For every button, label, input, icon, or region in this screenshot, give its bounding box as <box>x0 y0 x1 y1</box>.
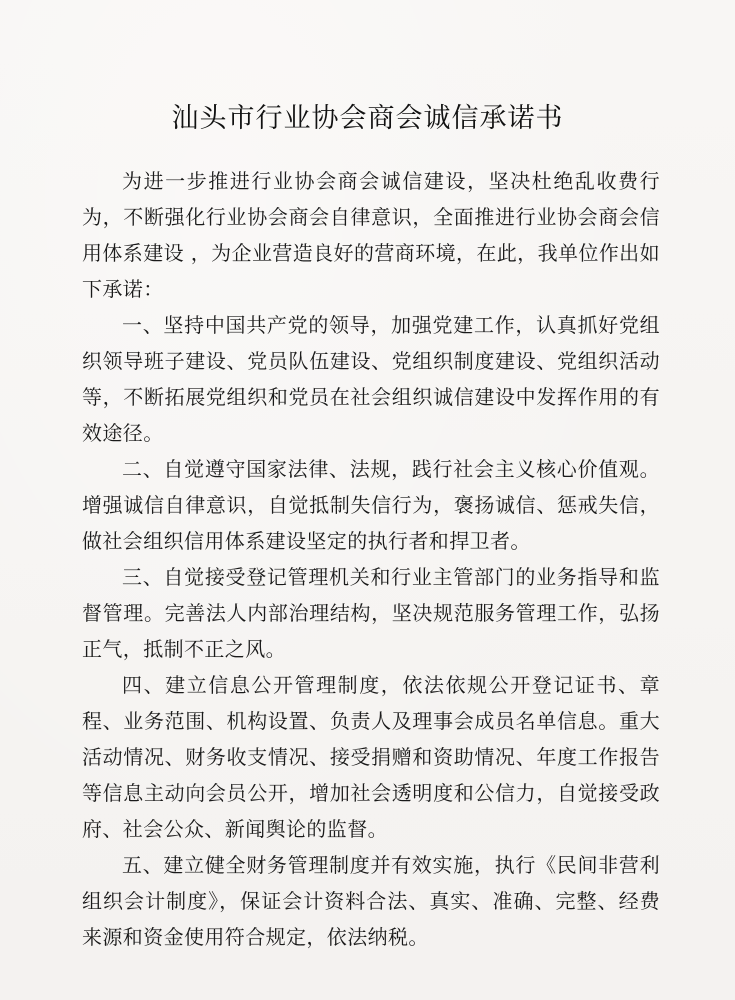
paragraph-commitment-2: 二、自觉遵守国家法律、法规，践行社会主义核心价值观。增强诚信自律意识，自觉抵制失信行为，褒扬诚信、惩戒失信，做社会组织信用体系建设坚定的执行者和捍卫者。 <box>82 457 660 553</box>
paragraph-commitment-5: 五、建立健全财务管理制度并有效实施，执行《民间非营利组织会计制度》，保证会计资料合法、真实、准确、完整、经费来源和资金使用符合规定，依法纳税。 <box>82 853 660 949</box>
paragraph-commitment-1: 一、坚持中国共产党的领导，加强党建工作，认真抓好党组织领导班子建设、党员队伍建设、党组织制度建设、党组织活动等，不断拓展党组织和党员在社会组织诚信建设中发挥作用的有效途径。 <box>82 313 660 445</box>
document-body <box>82 163 660 955</box>
document-title: 汕头市行业协会商会诚信承诺书 <box>171 103 564 134</box>
paragraph-commitment-3: 三、自觉接受登记管理机关和行业主管部门的业务指导和监督管理。完善法人内部治理结构，坚决规范服务管理工作，弘扬正气，抵制不正之风。 <box>82 565 660 661</box>
paragraph-intro: 为进一步推进行业协会商会诚信建设，坚决杜绝乱收费行为，不断强化行业协会商会自律意识，全面推进行业协会商会信用体系建设 ，为企业营造良好的营商环境，在此，我单位作出如下承诺： <box>82 169 660 301</box>
paragraph-commitment-4: 四、建立信息公开管理制度，依法依规公开登记证书、章程、业务范围、机构设置、负责人及理事会成员名单信息。重大活动情况、财务收支情况、接受捐赠和资助情况、年度工作报告等信息主动向会员公开，增加社会透明度和公信力，自觉接受政府、社会公众、新闻舆论的监督。 <box>82 673 660 841</box>
